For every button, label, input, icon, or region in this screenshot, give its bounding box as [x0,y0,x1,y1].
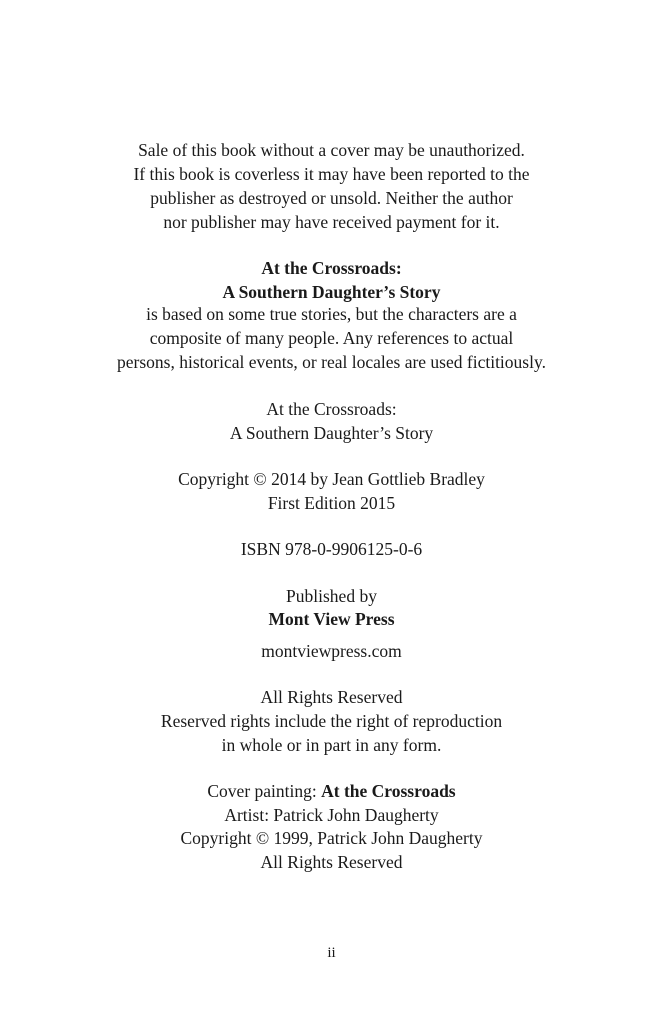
cover-painting-title: At the Crossroads [321,781,456,801]
disclaimer-line-2: composite of many people. Any references to actual [149,328,514,348]
edition-line: First Edition 2015 [267,493,396,513]
disclaimer-line-1: is based on some true stories, but the characters are a [146,304,517,324]
cover-painting-line [0,779,663,803]
book-title-line-2: A Southern Daughter’s Story [229,423,434,443]
copyright-line: Copyright © 2014 by Jean Gottlieb Bradley [178,469,485,489]
isbn-line: ISBN 978-0-9906125-0-6 [240,539,423,559]
notice-line-4: nor publisher may have received payment for it. [163,212,500,232]
disclaimer-title-line-1: At the Crossroads: [261,258,402,278]
disclaimer-line-3: persons, historical events, or real locales are used fictitiously. [117,352,546,372]
notice-line-2: If this book is coverless it may have been reported to the [133,164,530,184]
rights-line-1: All Rights Reserved [260,687,403,707]
cover-artist-line: Artist: Patrick John Daugherty [224,805,439,825]
published-by-label: Published by [286,586,377,606]
page-number: ii [327,945,336,961]
cover-rights-line: All Rights Reserved [260,852,403,872]
rights-line-2: Reserved rights include the right of reproduction [160,711,503,731]
publisher-name: Mont View Press [268,609,395,629]
rights-line-3: in whole or in part in any form. [221,735,442,755]
cover-copyright-line: Copyright © 1999, Patrick John Daugherty [180,828,483,848]
publisher-website: montviewpress.com [261,641,402,661]
book-title-line-1: At the Crossroads: [266,399,397,419]
cover-painting-label: Cover painting: [207,781,322,801]
notice-line-1: Sale of this book without a cover may be unauthorized. [138,140,525,160]
disclaimer-title-line-2: A Southern Daughter’s Story [222,282,441,302]
notice-line-3: publisher as destroyed or unsold. Neither the author [150,188,513,208]
